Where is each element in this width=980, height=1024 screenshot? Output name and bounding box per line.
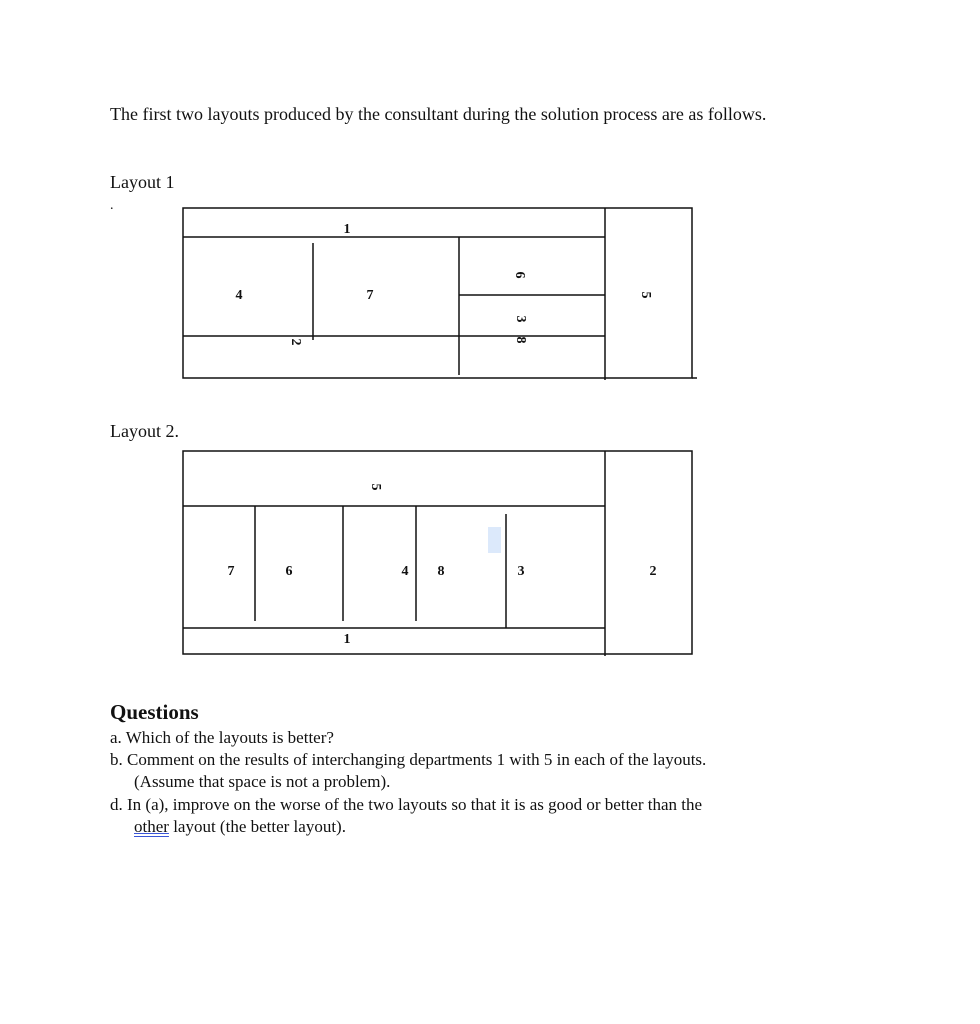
layout-2-dept-4: 4 <box>401 564 409 579</box>
layout-1-dept-6: 6 <box>512 271 527 279</box>
layout-1-dept-2: 2 <box>288 338 303 346</box>
layout-1-dot: . <box>110 198 114 213</box>
questions-title: Questions <box>110 700 199 724</box>
layout-1-dept-8: 8 <box>513 336 528 344</box>
layout-2-dept-7: 7 <box>227 564 235 579</box>
underlined-word: other <box>134 817 169 836</box>
layout-2-dept-1: 1 <box>343 632 351 647</box>
layout-2-dept-5: 5 <box>368 483 383 491</box>
question-b-line-2: (Assume that space is not a problem). <box>134 772 391 791</box>
layout-1-dept-4: 4 <box>235 288 243 303</box>
question-b-line-1: b. Comment on the results of interchanging departments 1 with 5 in each of the layouts. <box>110 750 707 769</box>
layout-1-label: Layout 1 <box>110 172 175 192</box>
layout-2-dept-6: 6 <box>285 564 293 579</box>
layout-1-dept-3: 3 <box>513 315 528 323</box>
question-d-line-1: d. In (a), improve on the worse of the two layouts so that it is as good or better than the <box>110 795 703 814</box>
question-d-line-2 <box>134 816 346 838</box>
highlight-marker <box>488 527 501 553</box>
layout-2-dept-3: 3 <box>517 564 525 579</box>
layout-2-diagram <box>0 440 980 700</box>
intro-text: The first two layouts produced by the consultant during the solution process are as follows. <box>110 104 767 124</box>
layout-2-dept-2: 2 <box>649 564 657 579</box>
layout-1-dept-5: 5 <box>638 291 653 299</box>
layout-2-label: Layout 2. <box>110 421 179 441</box>
layout-1-dept-7: 7 <box>366 288 374 303</box>
question-d-line-2-rest: layout (the better layout). <box>168 817 346 836</box>
question-a: a. Which of the layouts is better? <box>110 728 334 747</box>
layout-2-dept-8: 8 <box>437 564 445 579</box>
layout-1-dept-1: 1 <box>343 222 351 237</box>
layout-1-diagram <box>0 0 980 400</box>
